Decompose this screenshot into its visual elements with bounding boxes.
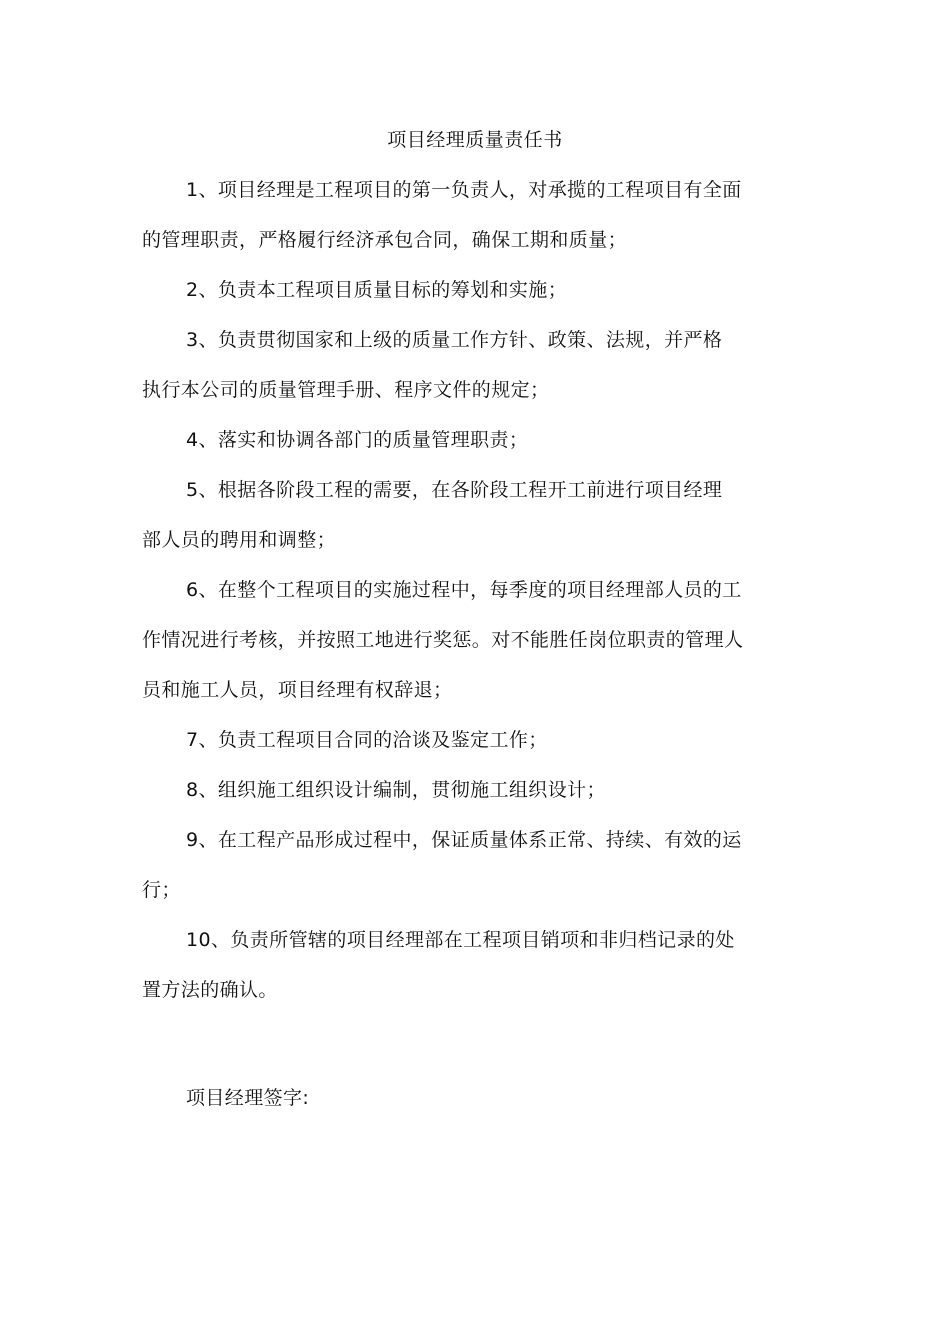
clause-4-line-1: 4、落实和协调各部门的质量管理职责； bbox=[186, 429, 529, 451]
clause-8-line-1: 8、组织施工组织设计编制，贯彻施工组织设计； bbox=[186, 779, 606, 801]
clause-9-line-1: 9、在工程产品形成过程中，保证质量体系正常、持续、有效的运 bbox=[186, 829, 742, 851]
clause-1-line-2: 的管理职责，严格履行经济承包合同，确保工期和质量； bbox=[142, 229, 628, 251]
document-title: 项目经理质量责任书 bbox=[387, 129, 563, 151]
clause-3-line-1: 3、负责贯彻国家和上级的质量工作方针、政策、法规，并严格 bbox=[186, 329, 723, 351]
clause-3-line-2: 执行本公司的质量管理手册、程序文件的规定； bbox=[142, 379, 550, 401]
clause-6-line-2: 作情况进行考核，并按照工地进行奖惩。对不能胜任岗位职责的管理人 bbox=[142, 629, 744, 651]
clause-5-line-2: 部人员的聘用和调整； bbox=[142, 529, 337, 551]
clause-10-line-2: 置方法的确认。 bbox=[142, 979, 278, 1001]
clause-5-line-1: 5、根据各阶段工程的需要，在各阶段工程开工前进行项目经理 bbox=[186, 479, 723, 501]
clause-10-line-1: 10、负责所管辖的项目经理部在工程项目销项和非归档记录的处 bbox=[186, 929, 735, 951]
clause-2-line-1: 2、负责本工程项目质量目标的筹划和实施； bbox=[186, 279, 568, 301]
clause-9-line-2: 行； bbox=[142, 879, 181, 901]
clause-6-line-3: 员和施工人员，项目经理有权辞退； bbox=[142, 679, 453, 701]
clause-1-line-1: 1、项目经理是工程项目的第一负责人，对承揽的工程项目有全面 bbox=[186, 179, 742, 201]
signature-label: 项目经理签字: bbox=[186, 1087, 310, 1109]
clause-7-line-1: 7、负责工程项目合同的洽谈及鉴定工作； bbox=[186, 729, 548, 751]
clause-6-line-1: 6、在整个工程项目的实施过程中，每季度的项目经理部人员的工 bbox=[186, 579, 742, 601]
